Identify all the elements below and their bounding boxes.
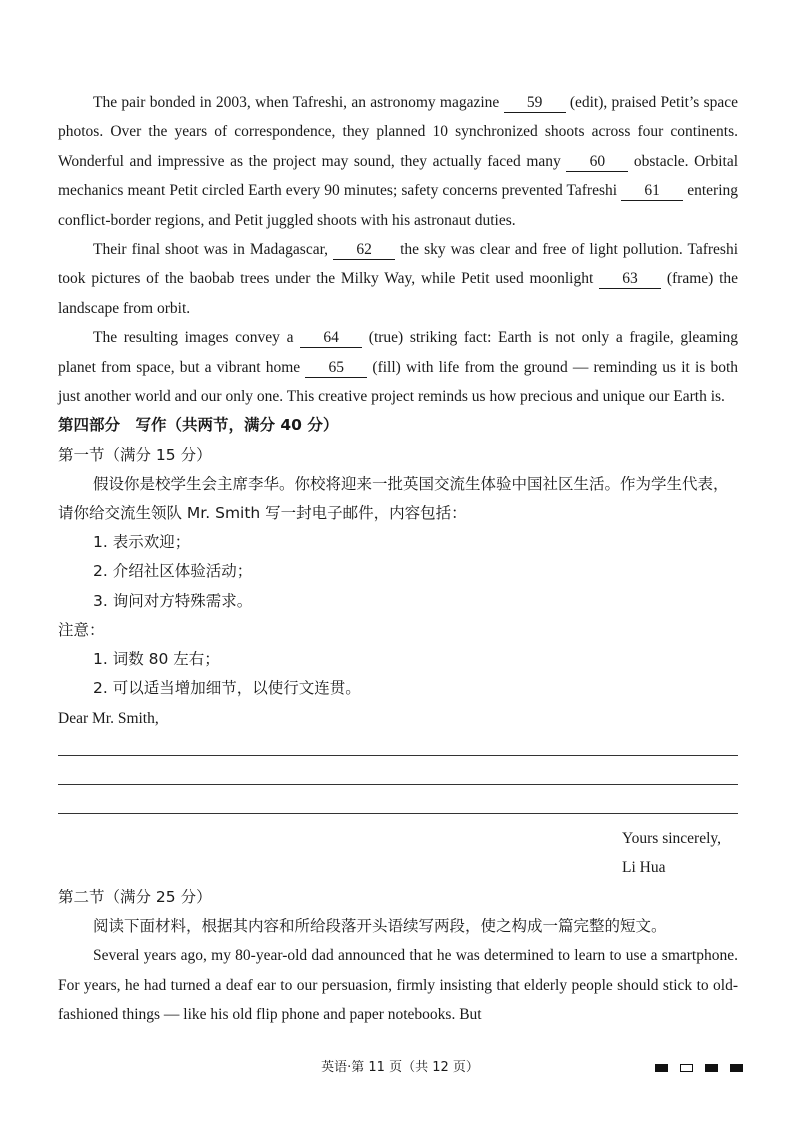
note-item: 2. 可以适当增加细节，以使行文连贯。 [93,679,361,698]
section2-title: 第二节（满分 25 分） [58,887,212,906]
blank-65[interactable]: 65 [305,359,367,378]
writing-line[interactable] [58,755,738,756]
blank-60[interactable]: 60 [566,153,628,172]
passage-paragraph-3: The resulting images convey a 64 (true) striking fact: Earth is not only a fragile, gleaming planet from space, but a vibrant home 65 (fill) with life from the ground — reminding us it is both just another world and our only one. This creative project reminds us how precious and unique our Earth is. [58,329,739,406]
closing: Yours sincerely, [622,829,722,847]
exam-page [58,88,738,1029]
square-mark-icon [705,1064,718,1072]
blank-59[interactable]: 59 [504,94,566,113]
story-paragraph: Several years ago, my 80-year-old dad announced that he was determined to learn to use a smartphone. For years, he had turned a deaf ear to our persuasion, firmly insisting that elderly people should stick to old-fashioned things — like his old flip phone and paper notebooks. But [58,947,738,1023]
writing-line[interactable] [58,813,738,814]
section1-prompt: 假设你是校学生会主席李华。你校将迎来一批英国交流生体验中国社区生活。作为学生代表，请你给交流生领队 Mr. Smith 写一封电子邮件，内容包括： [58,474,729,523]
section1-item: 3. 询问对方特殊需求。 [93,591,253,610]
blank-61[interactable]: 61 [621,182,683,201]
page-footer: 英语·第 11 页（共 12 页） [321,1060,479,1075]
passage-paragraph-2: Their final shoot was in Madagascar, 62 the sky was clear and free of light pollution. Tafreshi took pictures of the baobab trees under the Milky Way, while Petit used moonlight 63 (frame) the landscape from orbit. [58,241,739,317]
square-mark-icon [655,1064,668,1072]
section1-title: 第一节（满分 15 分） [58,445,212,464]
hollow-square-mark-icon [680,1064,693,1072]
writing-line[interactable] [58,784,738,785]
blank-63[interactable]: 63 [599,270,661,289]
note-item: 1. 词数 80 左右； [93,650,220,669]
section2-prompt: 阅读下面材料，根据其内容和所给段落开头语续写两段，使之构成一篇完整的短文。 [93,916,667,935]
salutation: Dear Mr. Smith, [58,709,159,727]
square-mark-icon [730,1064,743,1072]
registration-marks [655,1064,743,1072]
passage-paragraph-1: The pair bonded in 2003, when Tafreshi, an astronomy magazine 59 (edit), praised Petit’s space photos. Over the years of correspondence, they planned 10 synchronized shoots across four continents. Wonderful and impressive as the project may sound, they actually faced many 60 obstacle. Orbital mechanics meant Petit circled Earth every 90 minutes; safety concerns prevented Tafreshi 61 entering conflict-border regions, and Petit juggled shoots with his astronaut duties. [58,94,739,229]
blank-62[interactable]: 62 [333,241,395,260]
section1-item: 2. 介绍社区体验活动； [93,562,253,581]
note-label: 注意： [58,620,105,639]
section1-item: 1. 表示欢迎； [93,533,191,552]
blank-64[interactable]: 64 [300,329,362,348]
signature: Li Hua [622,859,666,877]
part4-title: 第四部分 写作（共两节，满分 40 分） [58,416,339,435]
